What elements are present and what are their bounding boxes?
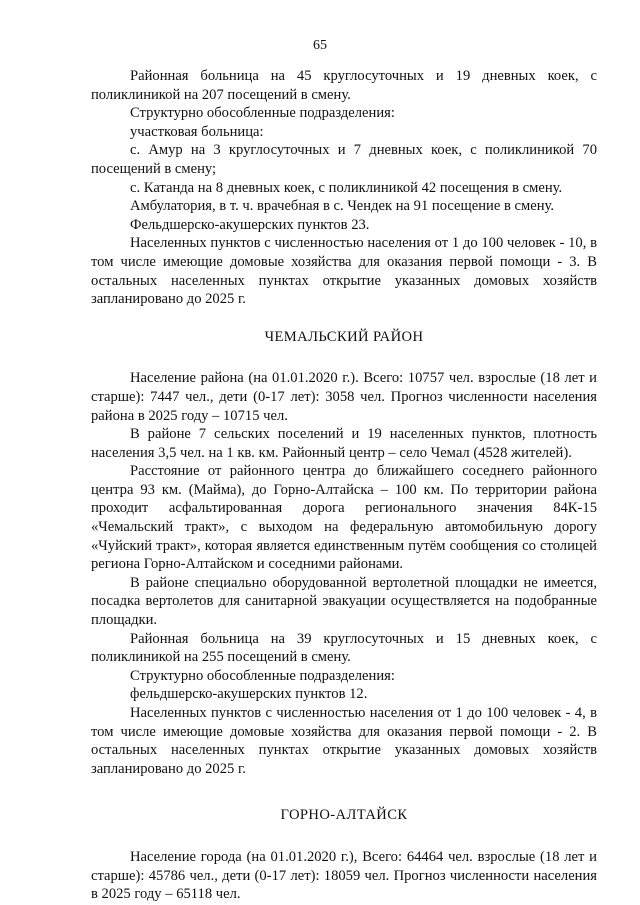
paragraph: Амбулатория, в т. ч. врачебная в с. Чендек на 91 посещение в смену. [130, 198, 554, 215]
paragraph: Населенных пунктов с численностью населения от 1 до 100 человек - 10, в том числе имеющие домовые хозяйства для оказания первой помощи - 3. В остальных населенных пунктах открытие указанных домовых хозяйств запланировано до 2025 г. [91, 235, 597, 308]
section-heading: ГОРНО-АЛТАЙСК [280, 807, 408, 824]
paragraph: с. Катанда на 8 дневных коек, с поликлиникой 42 посещения в смену. [130, 179, 563, 196]
paragraph: фельдшерско-акушерских пунктов 12. [130, 686, 368, 703]
paragraph: с. Амур на 3 круглосуточных и 7 дневных коек, с поликлиникой 70 посещений в смену; [91, 142, 597, 177]
paragraph: Структурно обособленные подразделения: [130, 667, 395, 684]
paragraph: Районная больница на 39 круглосуточных и 15 дневных коек, с поликлиникой на 255 посещений в смену. [91, 630, 597, 666]
paragraph: Структурно обособленные подразделения: [130, 105, 395, 122]
paragraph: В районе 7 сельских поселений и 19 населенных пунктов, плотность населения 3,5 чел. на 1 кв. км. Районный центр – село Чемал (4528 жителей). [91, 426, 597, 461]
paragraph: Расстояние от районного центра до ближайшего соседнего районного центра 93 км. (Майма), до Горно-Алтайска – 100 км. По территории района проходит асфальтированная дорога регионального значения 84К-15 «Чемальский тракт», с выходом на федеральную автомобильную дорогу «Чуйский тракт», которая является единственным путём сообщения со столицей региона Горно-Алтайском и соседними районами. [91, 463, 597, 573]
section-district-hospital [91, 67, 597, 309]
section-gorno-altaysk [91, 806, 597, 903]
paragraph: Фельдшерско-акушерских пунктов 23. [130, 216, 370, 233]
section-chemal-district [91, 328, 597, 779]
paragraph: Населенных пунктов с численностью населения от 1 до 100 человек - 4, в том числе имеющие домовые хозяйства для оказания первой помощи - 2. В остальных населенных пунктах открытие указанных домовых хозяйств запланировано до 2025 г. [91, 705, 597, 777]
paragraph: Население района (на 01.01.2020 г.). Всего: 10757 чел. взрослые (18 лет и старше): 7447 чел., дети (0-17 лет): 3058 чел. Прогноз численности населения района в 2025 году – 10715 чел. [91, 370, 597, 424]
paragraph: Население города (на 01.01.2020 г.), Всего: 64464 чел. взрослые (18 лет и старше): 45786 чел., дети (0-17 лет): 18059 чел. Прогноз численности населения в 2025 году – 65118 чел. [91, 848, 597, 903]
paragraph: Районная больница на 45 круглосуточных и 19 дневных коек, с поликлиникой на 207 посещений в смену. [91, 68, 597, 103]
paragraph: В районе специально оборудованной вертолетной площадки не имеется, посадка вертолетов для санитарной эвакуации осуществляется на подобранные площадки. [91, 574, 597, 629]
page-number: 65 [313, 38, 327, 53]
section-heading: ЧЕМАЛЬСКИЙ РАЙОН [264, 328, 424, 345]
paragraph: участковая больница: [130, 123, 264, 140]
document-body [91, 67, 597, 904]
